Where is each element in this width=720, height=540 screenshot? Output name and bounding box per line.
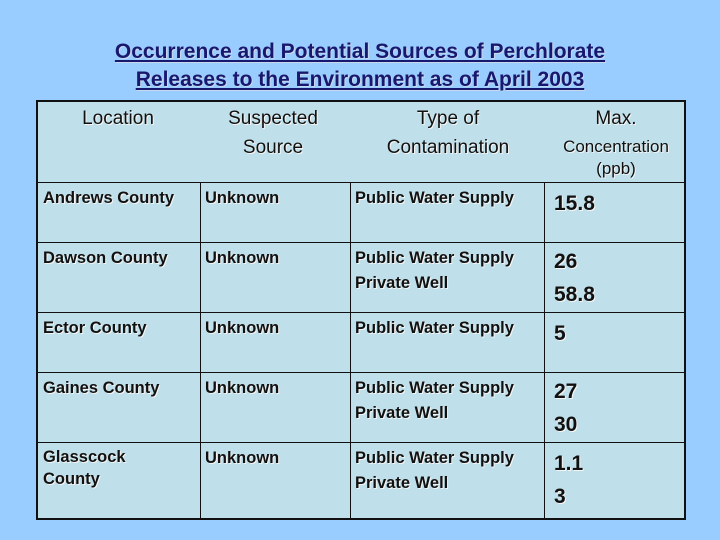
location-cell xyxy=(43,446,126,490)
contamination-text: Public Water Supply xyxy=(355,189,514,207)
contamination-cell xyxy=(355,316,514,341)
source-cell: Unknown xyxy=(205,319,280,337)
source-cell: Unknown xyxy=(205,379,280,397)
contamination-text: Private Well xyxy=(355,404,449,422)
row-divider xyxy=(38,182,684,183)
location-cell xyxy=(43,186,174,211)
header-type-line-1: Type of xyxy=(416,108,480,129)
column-divider xyxy=(544,182,545,518)
location-text: Gaines County xyxy=(43,379,160,397)
contamination-text: Private Well xyxy=(355,274,449,292)
location-cell xyxy=(43,246,168,271)
concentration-cell xyxy=(554,317,566,350)
title-line-2: Releases to the Environment as of April 2003 xyxy=(135,68,585,91)
header-max-line-3: (ppb) xyxy=(596,159,636,178)
perchlorate-table xyxy=(36,100,686,520)
column-divider xyxy=(200,182,201,518)
header-source-line-2: Source xyxy=(242,137,304,158)
concentration-cell xyxy=(554,447,583,513)
location-text: County xyxy=(43,470,100,488)
contamination-text: Public Water Supply xyxy=(355,319,514,337)
concentration-value: 1.1 xyxy=(554,452,584,475)
contamination-cell xyxy=(355,246,514,296)
concentration-value: 15.8 xyxy=(554,192,595,215)
row-divider xyxy=(38,442,684,443)
header-location-text: Location xyxy=(82,108,154,129)
contamination-text: Public Water Supply xyxy=(355,249,514,267)
header-location xyxy=(38,104,198,133)
source-cell: Unknown xyxy=(205,249,280,267)
concentration-value: 58.8 xyxy=(554,283,595,306)
header-source-line-1: Suspected xyxy=(228,108,318,129)
row-divider xyxy=(38,312,684,313)
location-cell xyxy=(43,376,159,401)
location-text: Andrews County xyxy=(43,189,175,207)
concentration-cell xyxy=(554,187,595,220)
source-cell: Unknown xyxy=(205,449,280,467)
contamination-cell xyxy=(355,446,514,496)
concentration-cell xyxy=(554,245,595,311)
concentration-value: 3 xyxy=(554,485,566,508)
concentration-value: 30 xyxy=(554,413,578,436)
header-type-line-2: Contamination xyxy=(386,137,510,158)
column-divider xyxy=(350,182,351,518)
concentration-value: 27 xyxy=(554,380,578,403)
contamination-text: Private Well xyxy=(355,474,449,492)
row-divider xyxy=(38,242,684,243)
title-line-1: Occurrence and Potential Sources of Perchlorate xyxy=(114,40,606,63)
location-text: Dawson County xyxy=(43,249,168,267)
contamination-cell xyxy=(355,186,514,211)
concentration-value: 5 xyxy=(554,322,566,345)
slide-title xyxy=(0,38,720,94)
concentration-cell xyxy=(554,375,577,441)
contamination-cell xyxy=(355,376,514,426)
contamination-text: Public Water Supply xyxy=(355,379,514,397)
location-cell xyxy=(43,316,147,341)
contamination-text: Public Water Supply xyxy=(355,449,514,467)
header-max-line-1: Max. xyxy=(595,108,637,129)
header-suspected-source xyxy=(193,104,353,162)
header-max-concentration xyxy=(546,104,686,178)
header-type-of-contamination xyxy=(353,104,543,162)
header-max-line-2: Concentration xyxy=(563,137,669,156)
location-text: Glasscock xyxy=(43,448,126,466)
source-cell: Unknown xyxy=(205,189,280,207)
location-text: Ector County xyxy=(43,319,147,337)
row-divider xyxy=(38,372,684,373)
concentration-value: 26 xyxy=(554,250,578,273)
